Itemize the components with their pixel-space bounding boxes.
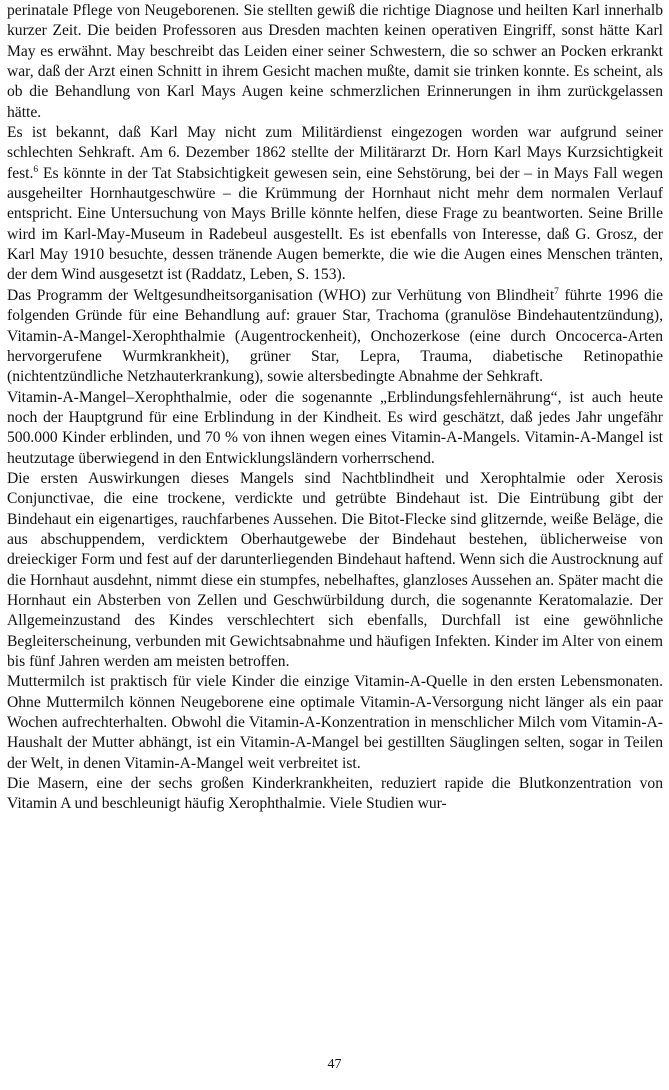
paragraph-who-program xyxy=(7,286,663,388)
page-number: 47 xyxy=(327,1057,342,1072)
paragraph-breast-milk: Muttermilch ist praktisch für viele Kinder die einzige Vitamin-A-Quelle in den ersten Lebensmonaten. Ohne Muttermilch können Neugeborene eine optimale Vitamin-A-Versorgung nicht länger als ein paar Wochen aufrechterhalten. Obwohl die Vitamin-A-Konzentration in menschlicher Milch vom Vitamin-A-Haushalt der Mutter abhängt, ist ein Vitamin-A-Mangel bei gestillten Säuglingen selten, sogar in Teilen der Welt, in denen Vitamin-A-Mangel weit verbreitet ist. xyxy=(7,673,663,772)
footnote-marker-6: 6 xyxy=(33,164,39,175)
paragraph-military-eyesight xyxy=(7,123,663,286)
paragraph-measles: Die Masern, eine der sechs großen Kinderkrankheiten, reduziert rapide die Blutkonzentration von Vitamin A und beschleunigt häufig Xerophthalmie. Viele Studien wur- xyxy=(7,775,663,813)
paragraph-perinatal-care: perinatale Pflege von Neugeborenen. Sie stellten gewiß die richtige Diagnose und heilten Karl innerhalb kurzer Zeit. Die beiden Professoren aus Dresden machten keinen operativen Eingriff, sonst hätte Karl May es erwähnt. May beschreibt das Leiden einer seiner Schwestern, die so schwer an Pocken erkrankt war, daß der Arzt einen Schnitt in ihrem Gesicht machen mußte, damit sie trinken konnte. Es scheint, als ob die Behandlung von Karl Mays Augen keine schmerzlichen Erinnerungen in ihm zurückgelassen hätte. xyxy=(7,2,663,121)
paragraph-text-part: führte 1996 die folgenden Gründe für eine Behandlung auf: grauer Star, Trachoma (granulöse Bindehautentzündung), Vitamin-A-Mangel-Xerophthalmie (Augentrockenheit), Onchozerkose (eine durch Oncocerca-Arten hervorgerufene Wurmkrankheit), grüner Star, Lepra, Trauma, diabetische Retinopathie (nichtentzündliche Netzhauterkrankung), sowie altersbedingte Abnahme der Sehkraft. xyxy=(7,286,663,386)
paragraph-text-part: Es ist bekannt, daß Karl May nicht zum Militärdienst eingezogen worden war aufgrund seiner schlechten Sehkraft. Am 6. Dezember 1862 stellte der Militärarzt Dr. Horn Karl Mays Kurzsichtigkeit fest. xyxy=(7,124,663,182)
paragraph-text-part: Es könnte in der Tat Stabsichtigkeit gewesen sein, eine Sehstörung, bei der – in Mays Fall wegen ausgeheilter Hornhautgeschwüre – die Krümmung der Hornhaut nicht mehr dem normalen Verlauf entspricht. Eine Untersuchung von Mays Brille könnte helfen, diese Frage zu beantworten. Seine Brille wird im Karl-May-Museum in Radebeul ausgestellt. Es ist ebenfalls von Interesse, daß G. Grosz, der Karl May 1910 besuchte, dessen tränende Augen bemerkte, die wie die Augen eines Menschen tränten, der dem Wind ausgesetzt ist (Raddatz, Leben, S. 153). xyxy=(7,164,663,284)
paragraph-first-effects: Die ersten Auswirkungen dieses Mangels sind Nachtblindheit und Xerophtalmie oder Xerosis Conjunctivae, die eine trockene, verdickte und getrübte Bindehaut ist. Die Eintrübung gibt der Bindehaut ein eigenartiges, rauchfarbenes Aussehen. Die Bitot-Flecke sind glitzernde, weiße Beläge, die aus abschuppendem, verdicktem Oberhautgewebe der Bindehaut bestehen, üblicherweise von dreieckiger Form und fest auf der darunterliegenden Bindehaut haftend. Wenn sich die Austrocknung auf die Hornhaut ausdehnt, nimmt diese ein stumpfes, nebelhaftes, glanzloses Aussehen an. Später macht die Hornhaut ein Absterben von Zellen und Geschwürbildung durch, die sogenannte Keratomalazie. Der Allgemeinzustand des Kindes verschlechtert sich ebenfalls, Durchfall ist eine gewöhnliche Begleiterscheinung, verbunden mit Gewichtsabnahme und häufigen Infekten. Kinder im Alter von einem bis fünf Jahren werden am meisten betroffen. xyxy=(7,469,663,670)
paragraph-text-part: Das Programm der Weltgesundheitsorganisation (WHO) zur Verhütung von Blindheit xyxy=(7,286,555,304)
paragraph-vitamin-a-deficiency: Vitamin-A-Mangel–Xerophthalmie, oder die sogenannte „Erblindungsfehlernährung“, ist auch heute noch der Hauptgrund für eine Erblindung in der Kindheit. Es wird geschätzt, daß jedes Jahr ungefähr 500.000 Kinder erblinden, und 70 % von ihnen wegen eines Vitamin-A-Mangels. Vitamin-A-Mangel ist heutzutage überwiegend in den Entwicklungsländern vorherrschend. xyxy=(7,388,663,467)
footnote-marker-7: 7 xyxy=(554,286,559,297)
document-page xyxy=(7,0,663,815)
